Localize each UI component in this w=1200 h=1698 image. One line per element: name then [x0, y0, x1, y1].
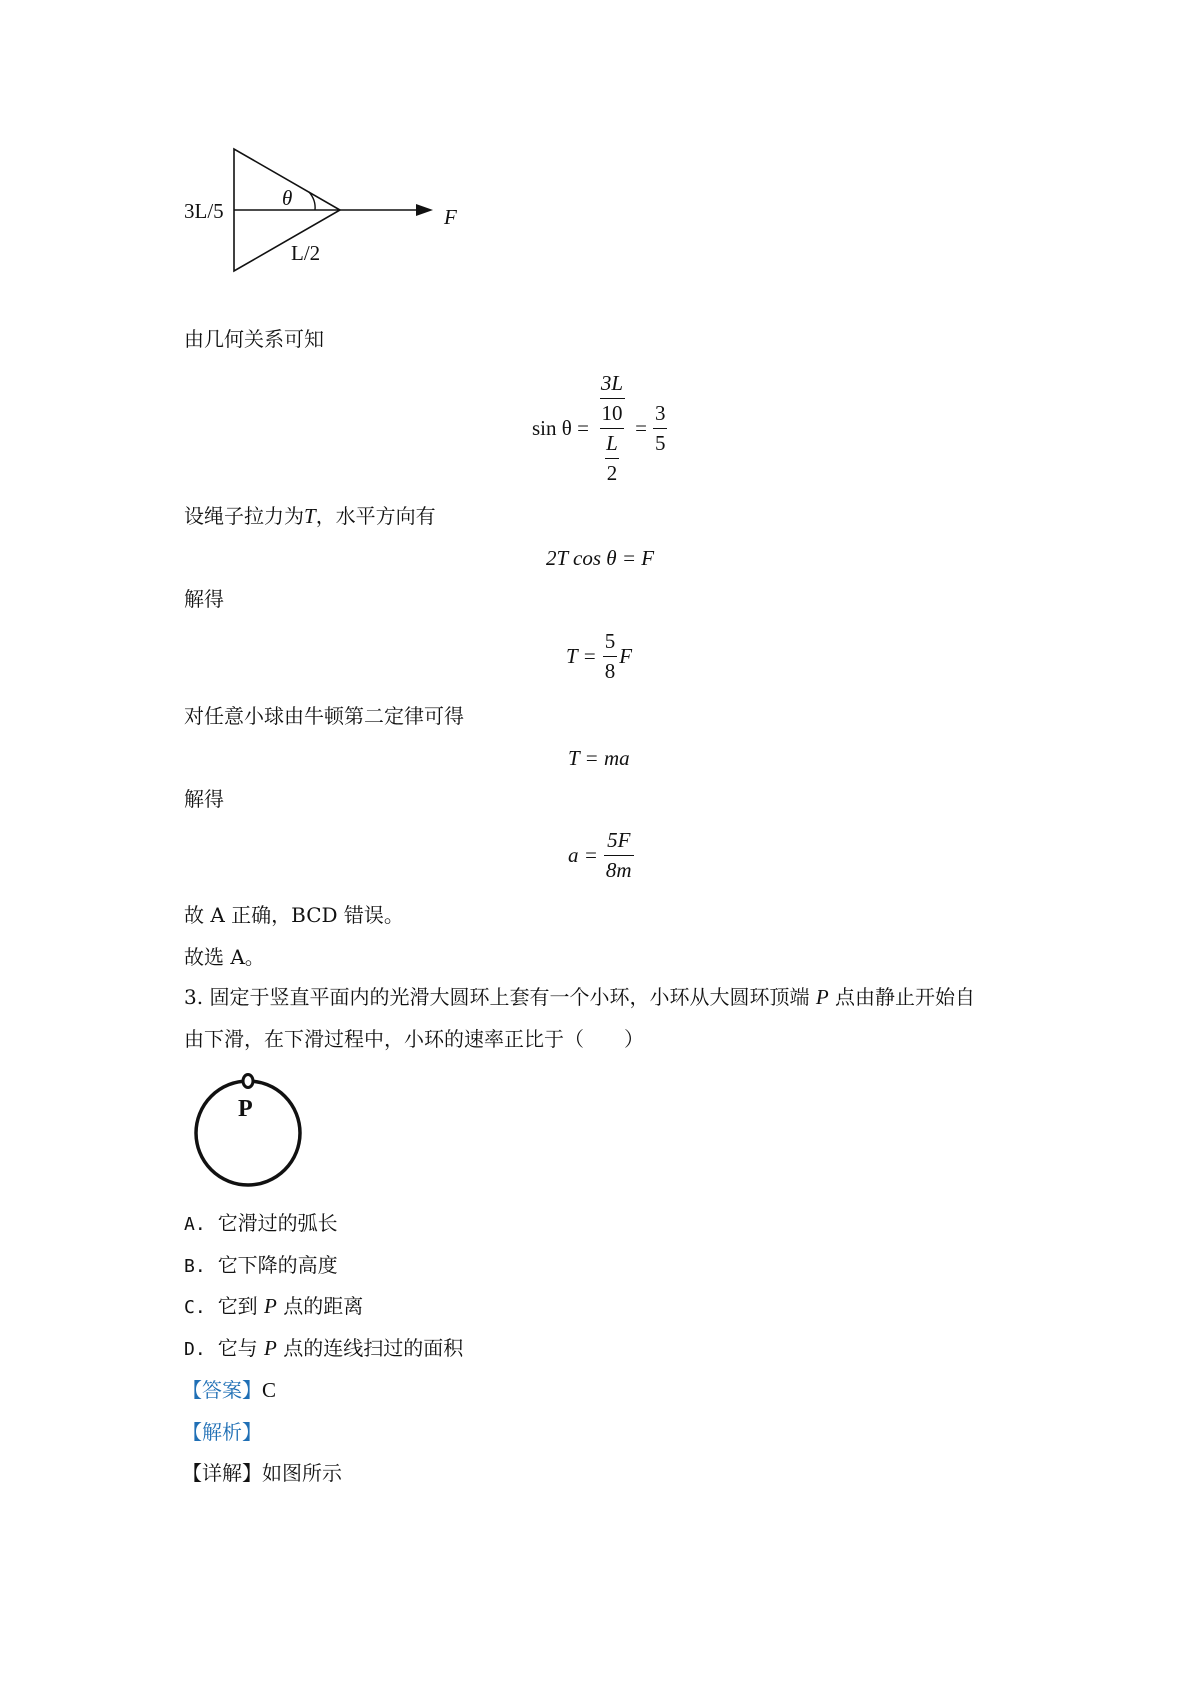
eq-tension: T = $\frac{5}{8}$ F [566, 629, 633, 683]
arrow-head-icon [416, 204, 433, 216]
choose-text: 故选 A。 [184, 945, 265, 969]
force-label: F [444, 205, 457, 229]
solve1-text: 解得 [184, 587, 224, 611]
eq-acceleration: a = $\frac{5F}{8m}$ [568, 828, 632, 882]
question-3-line2: 由下滑，在下滑过程中，小环的速率正比于（ ） [184, 1027, 644, 1051]
solve2-text: 解得 [184, 787, 224, 811]
angle-label: θ [282, 186, 293, 210]
left-label: 3L/5 [184, 199, 224, 223]
sin-equation: sin θ = $\frac{\frac{3L}{10}}{\frac{L}{2}}$ = $\frac{3}{5}$ [532, 371, 666, 485]
analysis-tag: 【解析】 [182, 1420, 262, 1444]
newton-text: 对任意小球由牛顿第二定律可得 [184, 704, 464, 728]
sin-result: $\frac{3}{5}$ [654, 401, 666, 455]
bottom-label: L/2 [291, 241, 321, 265]
answer-line: 【答案】C [182, 1378, 277, 1402]
small-ring-icon [243, 1075, 253, 1088]
option-d: D. 它与 P 点的连线扫过的面积 [184, 1336, 464, 1360]
figure-circle [186, 1068, 306, 1194]
geo-text: 由几何关系可知 [184, 327, 324, 351]
conclusion-text: 故 A 正确，BCD 错误。 [184, 903, 404, 927]
sin-fraction: $\frac{\frac{3L}{10}}{\frac{L}{2}}$ [600, 371, 624, 485]
eq-horizontal: 2T cos θ = F [546, 546, 655, 570]
eq-newton: T = ma [568, 746, 630, 770]
circle-diagram [186, 1068, 306, 1194]
detail-line: 【详解】如图所示 [182, 1461, 342, 1485]
option-a: A. 它滑过的弧长 [184, 1211, 338, 1235]
option-c: C. 它到 P 点的距离 [184, 1294, 364, 1318]
tension-text: 设绳子拉力为T，水平方向有 [184, 504, 436, 528]
option-b: B. 它下降的高度 [184, 1253, 338, 1277]
point-p-label: P [238, 1096, 253, 1122]
question-3-line1: 3. 固定于竖直平面内的光滑大圆环上套有一个小环，小环从大圆环顶端 P 点由静止开始自 [184, 985, 975, 1009]
